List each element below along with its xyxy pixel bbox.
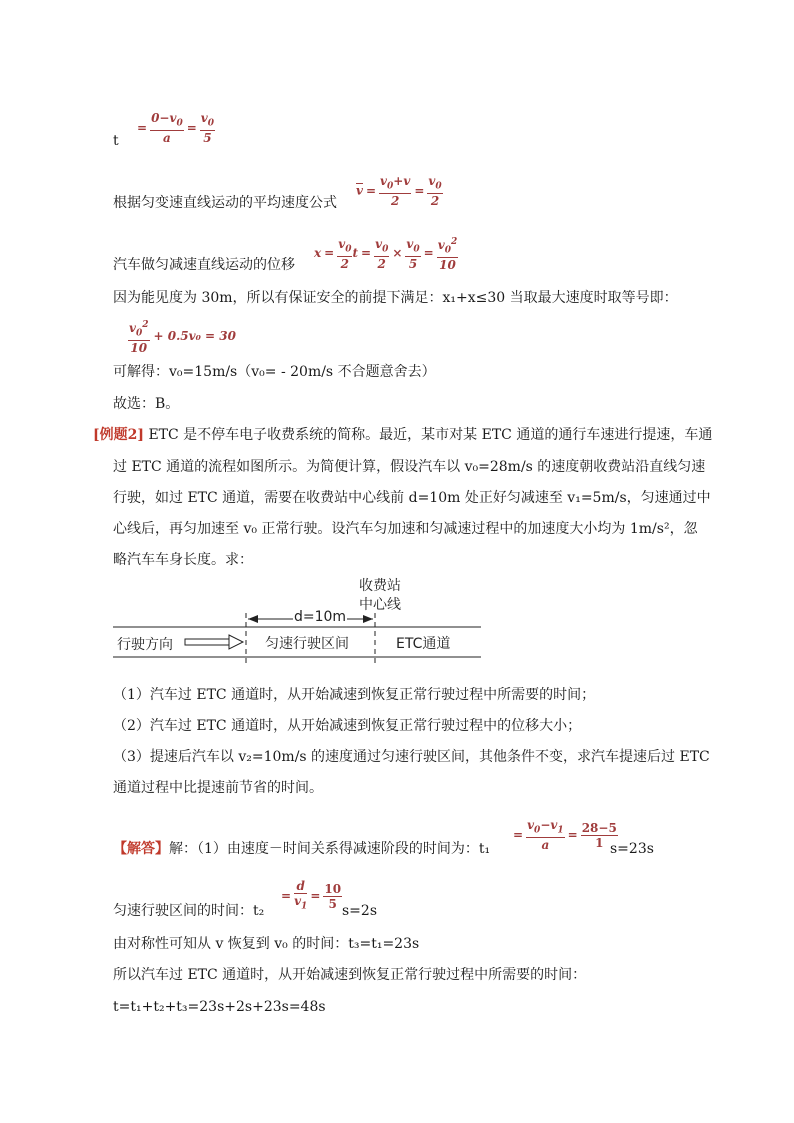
answer-tag: 【解答】 xyxy=(113,841,169,857)
d-arrow-right xyxy=(363,615,373,623)
t2-result: s=2s xyxy=(342,903,378,919)
t1-result: s=23s xyxy=(610,841,654,857)
etc-diagram xyxy=(113,573,483,668)
question-2: （2）汽车过 ETC 通道时，从开始减速到恢复正常行驶过程中的位移大小； xyxy=(113,718,582,734)
answer-paragraph-1 xyxy=(113,839,490,859)
formula-safety-tail: + 0.5v₀ = 30 xyxy=(153,329,236,344)
example-tag: [例题2] xyxy=(93,427,144,443)
direction-label: 行驶方向 xyxy=(117,637,173,653)
top-t-label: t xyxy=(113,133,119,149)
example-paragraph-5: 略汽车车身长度。求： xyxy=(113,552,253,568)
station-label-2: 中心线 xyxy=(359,597,401,613)
direction-arrow-shaft xyxy=(185,639,229,645)
example-paragraph-1 xyxy=(93,425,712,445)
question-3a: （3）提速后汽车以 v₂=10m/s 的速度通过匀速行驶区间，其他条件不变，求汽车提速后过 ETC xyxy=(113,749,710,765)
direction-arrow-head xyxy=(229,635,243,649)
example-paragraph-2: 过 ETC 通道的流程如图所示。为简便计算，假设汽车以 v₀=28m/s 的速度朝收费站沿直线匀速 xyxy=(113,459,706,475)
example-paragraph-3: 行驶，如过 ETC 通道，需要在收费站中心线前 d=10m 处正好匀减速至 v₁=5m/s，匀速通过中 xyxy=(113,490,711,506)
formula-safety: $\frac{v_0^2}{10}$ + 0.5v₀ = 30 xyxy=(129,320,236,356)
uniform-time-label: 匀速行驶区间的时间：t₂ xyxy=(113,903,265,919)
example-paragraph-4: 心线后，再匀加速至 v₀ 正常行驶。设汽车匀加速和匀减速过程中的加速度大小均为 1m/s²，忽 xyxy=(113,521,698,537)
formula-time-decel: = $\frac{0-v_0}{a}$ = $\frac{v_0}{5}$ xyxy=(137,111,215,146)
total-time-line: t=t₁+t₂+t₃=23s+2s+23s=48s xyxy=(113,999,326,1015)
formula-t1: = $\frac{v_0-v_1}{a}$ = $\frac{28-5}{1}$ xyxy=(513,818,617,853)
visibility-line: 因为能见度为 30m，所以有保证安全的前提下满足：x₁+x≤30 当取最大速度时取等号即： xyxy=(113,290,678,306)
symmetry-line: 由对称性可知从 v 恢复到 v₀ 的时间：t₃=t₁=23s xyxy=(113,936,420,952)
d-arrow-left xyxy=(248,615,258,623)
formula-t2: = $\frac{d}{v_1}$ = $\frac{10}{5}$ xyxy=(281,879,342,912)
choice-line: 故选：B。 xyxy=(113,396,180,412)
station-label-1: 收费站 xyxy=(359,578,401,594)
uniform-zone-label: 匀速行驶区间 xyxy=(265,636,349,652)
answer-text-1: 解：（1）由速度－时间关系得减速阶段的时间为：t₁ xyxy=(169,841,491,857)
formula-displacement: x = $\frac{v_0}{2}$ t = $\frac{v_0}{2}$ × $\frac{v_0}{5}$ = $\frac{v_0^2}{10}$ xyxy=(314,236,458,273)
example-text-1: ETC 是不停车电子收费系统的简称。最近，某市对某 ETC 通道的通行车速进行提速，车通 xyxy=(148,427,713,443)
question-3b: 通道过程中比提速前节省的时间。 xyxy=(113,780,323,796)
etc-lane-label: ETC通道 xyxy=(396,636,451,652)
avg-velocity-label: 根据匀变速直线运动的平均速度公式 xyxy=(113,195,337,211)
d-label: d=10m xyxy=(294,609,347,625)
formula-avg-velocity: $\overline{v}$ = $\frac{v_0+v}{2}$ = $\frac{v_0}{2}$ xyxy=(356,174,442,209)
displacement-label: 汽车做匀减速直线运动的位移 xyxy=(113,257,295,273)
solve-line: 可解得：v₀=15m/s（v₀= - 20m/s 不合题意舍去） xyxy=(113,364,436,380)
question-1: （1）汽车过 ETC 通道时，从开始减速到恢复正常行驶过程中所需要的时间； xyxy=(113,687,596,703)
so-line: 所以汽车过 ETC 通道时，从开始减速到恢复正常行驶过程中所需要的时间： xyxy=(113,967,587,983)
